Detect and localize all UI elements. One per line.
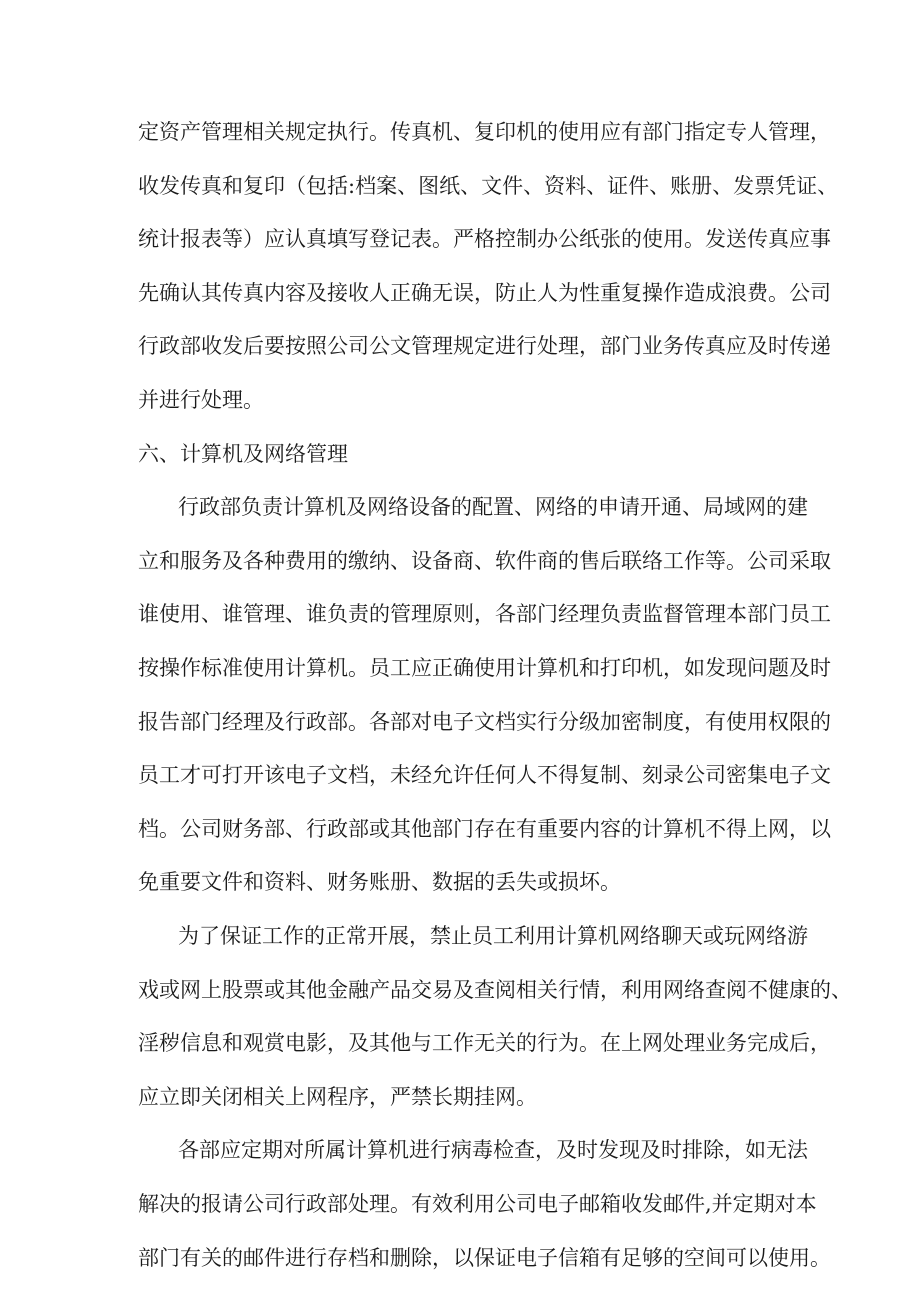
paragraph-line: 员工才可打开该电子文档，未经允许任何人不得复制、刻录公司密集电子文 (138, 763, 831, 787)
paragraph-line: 淫秽信息和观赏电影，及其他与工作无关的行为。在上网处理业务完成后， (138, 1031, 831, 1055)
paragraph-line: 行政部收发后要按照公司公文管理规定进行处理，部门业务传真应及时传递 (138, 334, 831, 358)
paragraph-line: 谁使用、谁管理、谁负责的管理原则，各部门经理负责监督管理本部门员工 (138, 602, 831, 626)
section-heading: 六、计算机及网络管理 (138, 442, 348, 466)
paragraph-line: 并进行处理。 (138, 388, 264, 412)
paragraph-line: 收发传真和复印（包括:档案、图纸、文件、资料、证件、账册、发票凭证、 (138, 174, 839, 198)
paragraph-line: 应立即关闭相关上网程序，严禁长期挂网。 (138, 1085, 537, 1109)
paragraph-line: 免重要文件和资料、财务账册、数据的丢失或损坏。 (138, 870, 621, 894)
paragraph-line: 统计报表等）应认真填写登记表。严格控制办公纸张的使用。发送传真应事 (138, 227, 831, 251)
paragraph-line: 档。公司财务部、行政部或其他部门存在有重要内容的计算机不得上网，以 (138, 817, 831, 841)
paragraph-line: 部门有关的邮件进行存档和删除，以保证电子信箱有足够的空间可以使用。 (138, 1246, 831, 1270)
paragraph-line: 戏或网上股票或其他金融产品交易及查阅相关行情，利用网络查阅不健康的、 (138, 978, 852, 1002)
paragraph-line: 解决的报请公司行政部处理。有效利用公司电子邮箱收发邮件,并定期对本 (138, 1192, 817, 1216)
paragraph-line: 报告部门经理及行政部。各部对电子文档实行分级加密制度，有使用权限的 (138, 710, 831, 734)
paragraph-line: 为了保证工作的正常开展，禁止员工利用计算机网络聊天或玩网络游 (178, 924, 808, 948)
paragraph-line: 各部应定期对所属计算机进行病毒检查，及时发现及时排除，如无法 (178, 1138, 808, 1162)
paragraph-line: 行政部负责计算机及网络设备的配置、网络的申请开通、局域网的建 (178, 495, 808, 519)
paragraph-line: 定资产管理相关规定执行。传真机、复印机的使用应有部门指定专人管理， (138, 120, 831, 144)
paragraph-line: 先确认其传真内容及接收人正确无误，防止人为性重复操作造成浪费。公司 (138, 281, 831, 305)
paragraph-line: 按操作标准使用计算机。员工应正确使用计算机和打印机，如发现问题及时 (138, 656, 831, 680)
paragraph-line: 立和服务及各种费用的缴纳、设备商、软件商的售后联络工作等。公司采取 (138, 549, 831, 573)
